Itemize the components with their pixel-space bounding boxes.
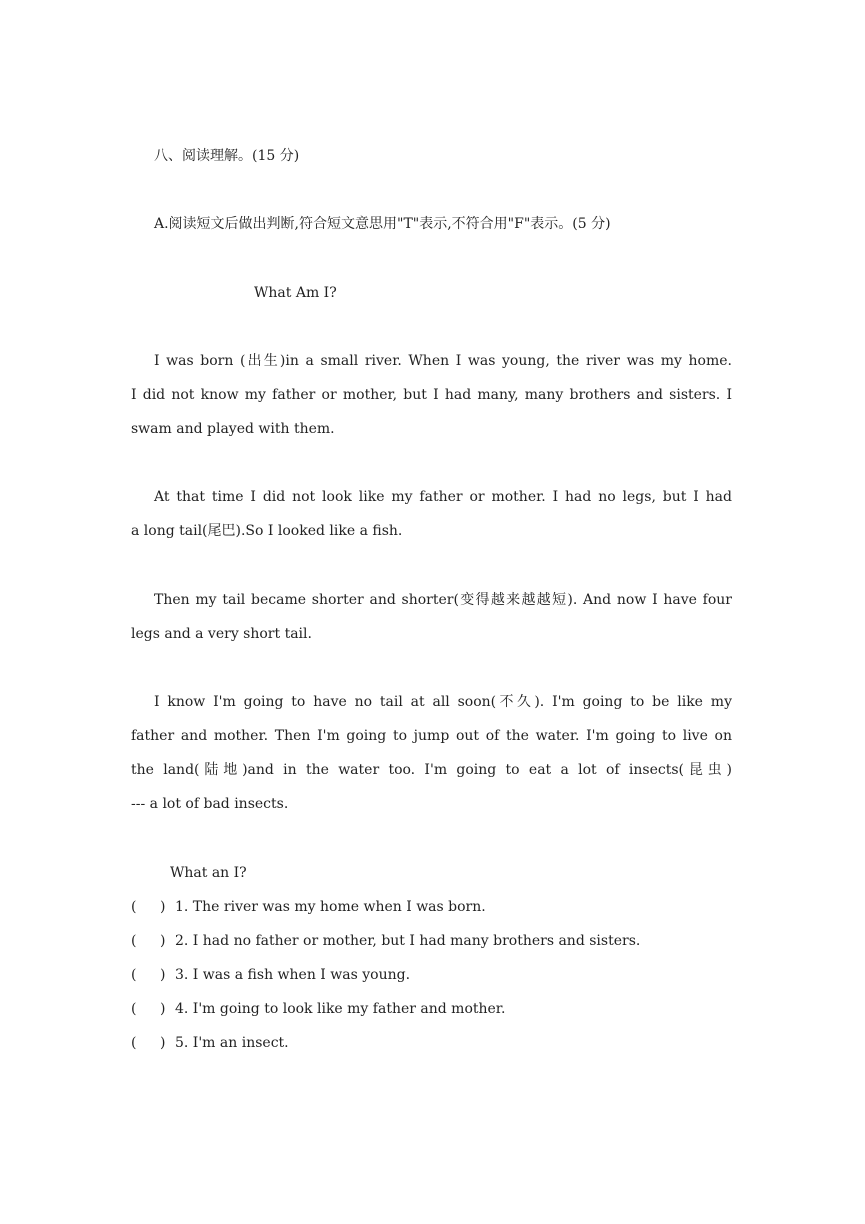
- answer-paren-open: (: [131, 967, 137, 983]
- answer-paren-close: ): [160, 1035, 166, 1051]
- answer-paren-close: ): [160, 967, 166, 983]
- paragraph-line: --- a lot of bad insects.: [131, 796, 289, 812]
- paragraph-line: I was born (出生)in a small river. When I was young, the river was my home.: [154, 353, 732, 369]
- question-text: 1. The river was my home when I was born.: [175, 899, 486, 915]
- paragraph-line: I know I'm going to have no tail at all soon(不久). I'm going to be like my: [154, 694, 732, 710]
- paragraph-line: father and mother. Then I'm going to jump out of the water. I'm going to live on: [131, 728, 732, 744]
- questions-heading: What an I?: [170, 865, 247, 881]
- answer-paren-open: (: [131, 933, 137, 949]
- question-item-2: [131, 931, 731, 951]
- answer-paren-open: (: [131, 1035, 137, 1051]
- section-heading: 八、阅读理解。(15 分): [154, 148, 300, 164]
- passage-title: What Am I?: [254, 285, 337, 301]
- answer-paren-open: (: [131, 899, 137, 915]
- question-text: 2. I had no father or mother, but I had many brothers and sisters.: [175, 933, 641, 949]
- paragraph-line: the land(陆地)and in the water too. I'm going to eat a lot of insects(昆虫): [131, 762, 732, 778]
- section-instruction: A.阅读短文后做出判断,符合短文意思用"T"表示,不符合用"F"表示。(5 分): [154, 216, 611, 232]
- question-item-4: [131, 999, 731, 1019]
- answer-paren-close: ): [160, 899, 166, 915]
- question-text: 3. I was a fish when I was young.: [175, 967, 411, 983]
- question-text: 4. I'm going to look like my father and mother.: [175, 1001, 506, 1017]
- paragraph-line: legs and a very short tail.: [131, 626, 312, 642]
- answer-paren-close: ): [160, 1001, 166, 1017]
- paragraph-line: At that time I did not look like my father or mother. I had no legs, but I had: [154, 489, 732, 505]
- paragraph-line: a long tail(尾巴).So I looked like a fish.: [131, 523, 403, 539]
- paragraph-line: Then my tail became shorter and shorter(变得越来越越短). And now I have four: [154, 592, 732, 608]
- question-text: 5. I'm an insect.: [175, 1035, 289, 1051]
- question-item-3: [131, 965, 731, 985]
- question-item-1: [131, 897, 731, 917]
- paragraph-line: I did not know my father or mother, but I had many, many brothers and sisters. I: [131, 387, 732, 403]
- answer-paren-close: ): [160, 933, 166, 949]
- paragraph-line: swam and played with them.: [131, 421, 335, 437]
- question-item-5: [131, 1033, 731, 1053]
- answer-paren-open: (: [131, 1001, 137, 1017]
